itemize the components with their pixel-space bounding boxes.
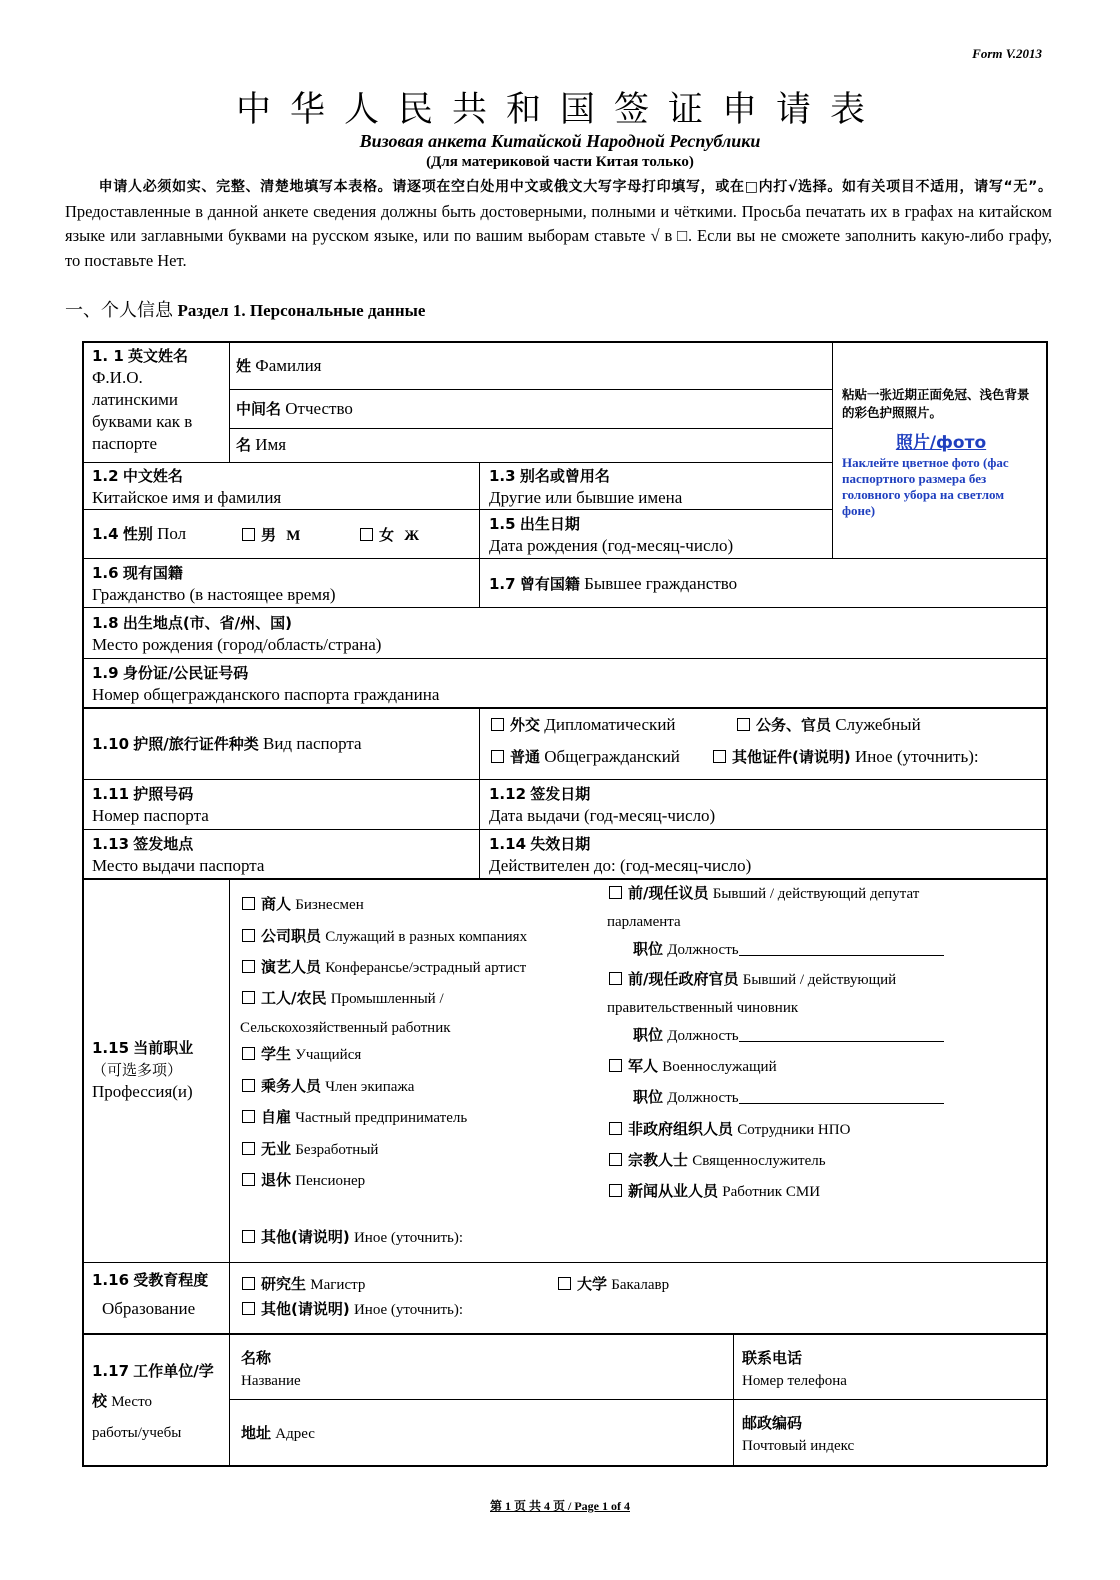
checkbox-icon — [242, 1047, 255, 1060]
checkbox-icon — [242, 1230, 255, 1243]
field-label-zh: 签发日期 — [530, 785, 591, 803]
position-blank[interactable] — [739, 1027, 944, 1042]
position-blank[interactable] — [739, 1089, 944, 1104]
field-label-ru: работы/учебы — [92, 1425, 182, 1441]
field-label-zh: 名 — [236, 436, 252, 454]
option-label-zh: 外交 — [510, 716, 541, 734]
checkbox-icon — [360, 528, 373, 541]
option-label-ru: парламента — [607, 914, 681, 930]
field-number: 1.3 — [489, 467, 516, 485]
field-1-14-expiry-date[interactable] — [489, 833, 751, 877]
table-rule — [479, 462, 480, 607]
checkbox-icon — [609, 972, 622, 985]
photo-box[interactable] — [842, 386, 1040, 519]
field-label-zh: 地址 — [241, 1424, 272, 1442]
field-1-5-birth-date[interactable] — [489, 513, 733, 557]
field-label-zh: 出生地点(市、省/州、国) — [122, 614, 293, 632]
given-name-field[interactable] — [236, 434, 286, 456]
occupation-ngo-checkbox[interactable] — [609, 1118, 850, 1141]
field-label-zh: 姓 — [236, 357, 252, 375]
passport-service-checkbox[interactable] — [737, 714, 921, 736]
option-label-ru: Работник СМИ — [722, 1184, 821, 1200]
page-indicator: 第 1 页 共 4 页 / Page 1 of 4 — [490, 1499, 630, 1513]
checkbox-icon — [242, 1110, 255, 1123]
form-version: Form V.2013 — [972, 46, 1042, 61]
option-label-ru: Учащийся — [295, 1047, 362, 1063]
education-other-checkbox[interactable] — [242, 1298, 463, 1321]
occupation-media-checkbox[interactable] — [609, 1180, 820, 1203]
workplace-zip-field[interactable] — [742, 1412, 854, 1457]
option-label-zh: 退休 — [261, 1171, 292, 1189]
option-label-zh: 新闻从业人员 — [628, 1182, 719, 1200]
field-1-15-occupation-label — [92, 1037, 224, 1103]
option-label-ru: Дипломатический — [544, 715, 676, 734]
option-label-ru: Иное (уточнить): — [854, 747, 979, 766]
option-label-zh: 公司职员 — [261, 927, 322, 945]
option-label-ru: Бывший / действующий депутат — [712, 886, 920, 902]
option-label-ru: Бакалавр — [611, 1277, 670, 1293]
field-label-ru: Гражданство (в настоящее время) — [92, 585, 336, 604]
form-subtitle: Визовая анкета Китайской Народной Республики — [359, 131, 761, 151]
official-position-field[interactable] — [633, 1024, 944, 1047]
table-rule — [83, 1333, 1046, 1335]
form-title: 中华人民共和国签证申请表 — [235, 90, 884, 130]
position-label-ru: Должность — [667, 942, 739, 958]
option-label-zh: 无业 — [261, 1140, 292, 1158]
field-label-zh: 中间名 — [236, 400, 282, 418]
field-label-ru: Дата рождения (год-месяц-число) — [489, 536, 734, 555]
field-number: 1.4 — [92, 525, 119, 543]
option-label-ru: Иное (уточнить): — [353, 1302, 464, 1318]
workplace-phone-field[interactable] — [742, 1347, 847, 1392]
option-label-zh: 其他(请说明) — [261, 1300, 350, 1318]
occupation-other-checkbox[interactable] — [242, 1226, 463, 1249]
position-label-zh: 职位 — [633, 1026, 664, 1044]
sex-male-checkbox[interactable] — [242, 524, 300, 547]
section-1-heading — [65, 296, 425, 322]
position-label-ru: Должность — [667, 1090, 739, 1106]
field-1-9-id-number[interactable] — [92, 662, 439, 706]
occupation-parliament-checkbox[interactable] — [609, 882, 919, 905]
field-label-zh: 出生日期 — [519, 515, 580, 533]
field-label-zh: 别名或曾用名 — [519, 467, 610, 485]
option-label-ru: Магистр — [310, 1277, 366, 1293]
table-rule — [832, 342, 833, 558]
option-label-ru: Член экипажа — [325, 1079, 415, 1095]
checkbox-icon — [491, 718, 504, 731]
parliament-position-field[interactable] — [633, 938, 944, 961]
field-label-ru: Отчество — [285, 399, 353, 418]
occupation-student-checkbox[interactable] — [242, 1043, 361, 1066]
option-label-zh: 前/现任议员 — [628, 884, 709, 902]
option-label-ru: правительственный чиновник — [607, 1000, 799, 1016]
field-label-zh: 英文姓名 — [128, 347, 189, 365]
option-label-zh: 乘务人员 — [261, 1077, 322, 1095]
checkbox-icon — [242, 991, 255, 1004]
field-number: 1.5 — [489, 515, 516, 533]
photo-label: 照片/фото — [895, 433, 987, 453]
option-label-ru: М — [286, 528, 301, 544]
occupation-military-checkbox[interactable] — [609, 1055, 777, 1078]
checkbox-icon — [737, 718, 750, 731]
field-number: 1.11 — [92, 785, 130, 803]
option-label-zh: 商人 — [261, 895, 292, 913]
field-number: 1.15 — [92, 1039, 130, 1057]
option-label-ru: Сельскохозяйственный работник — [240, 1020, 451, 1036]
field-1-16-education-label — [92, 1269, 208, 1327]
occupation-parliament-label-cont — [607, 910, 681, 933]
education-bachelor-checkbox[interactable] — [558, 1273, 669, 1296]
field-label-zh-note: （可选多项） — [92, 1061, 183, 1079]
option-label-ru: Частный предприниматель — [295, 1110, 468, 1126]
table-rule — [83, 462, 832, 463]
field-number: 1.2 — [92, 467, 119, 485]
field-label-zh: 性别 — [122, 525, 153, 543]
field-label-ru: Действителен до: (год-месяц-число) — [489, 856, 752, 875]
table-rule — [479, 707, 480, 878]
table-rule — [83, 779, 1046, 780]
option-label-ru: Священнослужитель — [692, 1153, 826, 1169]
occupation-unemployed-checkbox[interactable] — [242, 1138, 378, 1161]
field-label-zh: 护照/旅行证件种类 — [133, 735, 259, 753]
checkbox-icon — [242, 1173, 255, 1186]
field-1-4-sex — [92, 523, 186, 545]
option-label-ru: Безработный — [295, 1142, 379, 1158]
field-label-ru: Профессия(и) — [92, 1082, 193, 1101]
field-label-zh: 曾有国籍 — [519, 575, 580, 593]
table-rule — [230, 389, 832, 390]
section-1-title-zh: 一、个人信息 — [65, 300, 173, 321]
photo-instruction-ru: Наклейте цветное фото (фас паспортного размера без головного убора на светлом фоне) — [842, 455, 1009, 518]
option-label-ru: Общегражданский — [544, 747, 680, 766]
field-label-ru: Фамилия — [255, 356, 322, 375]
field-label-zh: 名称 — [241, 1349, 272, 1367]
option-label-zh: 大学 — [577, 1275, 608, 1293]
field-label-zh: 身份证/公民证号码 — [122, 664, 249, 682]
option-label-zh: 宗教人士 — [628, 1151, 689, 1169]
occupation-self-employed-checkbox[interactable] — [242, 1106, 467, 1129]
option-label-ru: Пенсионер — [295, 1173, 366, 1189]
instructions-ru: Предоставленные в данной анкете сведения должны быть достоверными, полными и чёткими. Просьба печатать их в графах на китайском языке или заглавными буквами на русском языке, или по вашим выборам ставьте √ в □. Если вы не сможете заполнить какую-либо графу, то поставьте Нет. — [65, 201, 1052, 270]
option-label-zh: 学生 — [261, 1045, 292, 1063]
passport-diplomatic-checkbox[interactable] — [491, 714, 676, 736]
option-label-zh: 前/现任政府官员 — [628, 970, 739, 988]
option-label-ru: Иное (уточнить): — [353, 1230, 464, 1246]
option-label-zh: 女 — [379, 526, 395, 544]
checkbox-icon — [491, 750, 504, 763]
field-label-ru: Бывшее гражданство — [584, 574, 738, 593]
checkbox-icon — [242, 528, 255, 541]
option-label-zh: 非政府组织人员 — [628, 1120, 734, 1138]
option-label-ru: Промышленный / — [330, 991, 444, 1007]
field-1-11-passport-number[interactable] — [92, 783, 209, 827]
photo-instruction-zh: 粘贴一张近期正面免冠、浅色背景的彩色护照照片。 — [842, 387, 1030, 420]
checkbox-icon — [242, 960, 255, 973]
occupation-official-label-cont — [607, 996, 798, 1019]
occupation-retired-checkbox[interactable] — [242, 1169, 365, 1192]
table-rule — [230, 1399, 1046, 1400]
checkbox-icon — [713, 750, 726, 763]
checkbox-icon — [609, 1184, 622, 1197]
field-label-zh: 联系电话 — [742, 1349, 803, 1367]
field-1-3-other-names[interactable] — [489, 465, 682, 509]
option-label-ru: Сотрудники НПО — [737, 1122, 851, 1138]
middle-name-field[interactable] — [236, 398, 353, 420]
field-label-ru: Дата выдачи (год-месяц-число) — [489, 806, 716, 825]
option-label-zh: 演艺人员 — [261, 958, 322, 976]
field-label-ru: Образование — [102, 1299, 196, 1318]
instructions-zh: 申请人必须如实、完整、清楚地填写本表格。请逐项在空白处用中文或俄文大写字母打印填写，或在□内打√选择。如有关项目不适用，请写“无”。 — [98, 179, 1052, 195]
field-label-ru: Почтовый индекс — [742, 1438, 855, 1454]
position-label-zh: 职位 — [633, 940, 664, 958]
field-label-ru: Место рождения (город/область/страна) — [92, 635, 382, 654]
table-rule — [83, 707, 1046, 709]
field-number: 1. 1 — [92, 347, 124, 365]
field-label-ru: Ф.И.О. латинскими буквами как в паспорте — [92, 368, 193, 453]
position-label-ru: Должность — [667, 1028, 739, 1044]
occupation-religious-checkbox[interactable] — [609, 1149, 826, 1172]
table-rule — [83, 558, 1046, 559]
workplace-name-field[interactable] — [241, 1347, 301, 1392]
checkbox-icon — [242, 1079, 255, 1092]
field-number: 1.12 — [489, 785, 527, 803]
option-label-ru: Служебный — [835, 715, 921, 734]
field-number: 1.10 — [92, 735, 130, 753]
field-label-ru: Другие или бывшие имена — [489, 488, 683, 507]
checkbox-icon — [609, 886, 622, 899]
option-label-zh: 男 — [261, 526, 277, 544]
field-1-8-birthplace[interactable] — [92, 612, 381, 656]
checkbox-icon — [242, 897, 255, 910]
field-label-zh: 失效日期 — [530, 835, 591, 853]
option-label-zh: 普通 — [510, 748, 541, 766]
checkbox-icon — [242, 1142, 255, 1155]
field-label-zh: 邮政编码 — [742, 1414, 803, 1432]
option-label-ru: Ж — [404, 528, 420, 544]
checkbox-icon — [609, 1059, 622, 1072]
field-label-ru: Адрес — [275, 1426, 315, 1442]
checkbox-icon — [558, 1277, 571, 1290]
field-label-ru: Место — [111, 1394, 152, 1410]
option-label-zh: 工人/农民 — [261, 989, 327, 1007]
checkbox-icon — [609, 1122, 622, 1135]
table-rule — [83, 1262, 1046, 1263]
education-master-checkbox[interactable] — [242, 1273, 365, 1296]
option-label-zh: 自雇 — [261, 1108, 292, 1126]
form-subtitle-scope: (Для материковой части Китая только) — [426, 154, 694, 170]
field-label-ru: Пол — [157, 524, 187, 543]
passport-ordinary-checkbox[interactable] — [491, 746, 680, 768]
table-rule — [83, 829, 1046, 830]
occupation-businessman-checkbox[interactable] — [242, 893, 364, 916]
field-1-6-nationality[interactable] — [92, 562, 336, 606]
occupation-crew-checkbox[interactable] — [242, 1075, 414, 1098]
table-rule — [83, 607, 1046, 608]
position-label-zh: 职位 — [633, 1088, 664, 1106]
field-label-zh: 中文姓名 — [122, 467, 183, 485]
military-position-field[interactable] — [633, 1086, 944, 1109]
field-1-13-issue-place[interactable] — [92, 833, 264, 877]
table-border — [1046, 341, 1048, 1466]
checkbox-icon — [242, 1277, 255, 1290]
field-label-zh: 现有国籍 — [122, 564, 183, 582]
field-label-ru: Номер паспорта — [92, 806, 209, 825]
field-number: 1.6 — [92, 564, 119, 582]
table-rule — [83, 509, 832, 510]
field-label-zh: 当前职业 — [133, 1039, 194, 1057]
occupation-worker-label-cont — [240, 1016, 451, 1039]
field-label-ru: Вид паспорта — [263, 734, 362, 753]
field-label-ru: Номер телефона — [742, 1373, 847, 1389]
option-label-ru: Служащий в разных компаниях — [325, 929, 528, 945]
field-label-ru: Название — [241, 1373, 301, 1389]
option-label-ru: Бизнесмен — [295, 897, 364, 913]
field-number: 1.17 — [92, 1362, 130, 1380]
table-rule — [229, 878, 230, 1465]
field-number: 1.14 — [489, 835, 527, 853]
field-number: 1.16 — [92, 1271, 130, 1289]
option-label-zh: 公务、官员 — [756, 716, 832, 734]
checkbox-icon — [242, 1302, 255, 1315]
field-1-1-label — [92, 345, 224, 455]
field-number: 1.7 — [489, 575, 516, 593]
field-label-zh: 受教育程度 — [133, 1271, 209, 1289]
occupation-worker-checkbox[interactable] — [242, 987, 444, 1010]
option-label-ru: Конферансье/эстрадный артист — [325, 960, 527, 976]
sex-female-checkbox[interactable] — [360, 524, 419, 547]
occupation-entertainer-checkbox[interactable] — [242, 956, 526, 979]
section-1-title-ru: Раздел 1. Персональные данные — [177, 301, 426, 320]
table-rule — [83, 658, 1046, 659]
field-1-10-passport-type — [92, 733, 362, 755]
field-label-zh: 工作单位/学 — [133, 1362, 214, 1380]
field-1-12-issue-date[interactable] — [489, 783, 715, 827]
table-rule — [229, 342, 230, 462]
option-label-zh: 其他证件(请说明) — [732, 748, 851, 766]
field-number: 1.9 — [92, 664, 119, 682]
field-1-2-chinese-name[interactable] — [92, 465, 281, 509]
table-rule — [230, 428, 832, 429]
option-label-zh: 军人 — [628, 1057, 659, 1075]
checkbox-icon — [609, 1153, 622, 1166]
field-label-ru: Имя — [255, 435, 287, 454]
surname-field[interactable] — [236, 355, 322, 377]
field-label-zh: 校 — [92, 1392, 108, 1410]
table-border — [82, 1465, 1047, 1467]
occupation-employee-checkbox[interactable] — [242, 925, 527, 948]
field-label-zh: 护照号码 — [133, 785, 194, 803]
table-rule — [733, 1333, 734, 1465]
workplace-address-field[interactable] — [241, 1422, 315, 1445]
field-label-ru: Номер общегражданского паспорта гражданина — [92, 685, 440, 704]
option-label-ru: Бывший / действующий — [742, 972, 897, 988]
field-label-zh: 签发地点 — [133, 835, 194, 853]
field-number: 1.8 — [92, 614, 119, 632]
option-label-zh: 其他(请说明) — [261, 1228, 350, 1246]
option-label-ru: Военнослужащий — [662, 1059, 777, 1075]
instructions — [65, 174, 1052, 273]
table-border — [82, 341, 1047, 343]
occupation-official-checkbox[interactable] — [609, 968, 896, 991]
passport-other-checkbox[interactable] — [713, 746, 979, 768]
field-1-17-workplace-label — [92, 1356, 226, 1448]
field-number: 1.13 — [92, 835, 130, 853]
position-blank[interactable] — [739, 941, 944, 956]
field-1-7-former-nationality[interactable] — [489, 573, 737, 595]
checkbox-icon — [242, 929, 255, 942]
field-label-ru: Место выдачи паспорта — [92, 856, 265, 875]
field-label-ru: Китайское имя и фамилия — [92, 488, 282, 507]
table-rule — [83, 878, 1046, 880]
option-label-zh: 研究生 — [261, 1275, 307, 1293]
